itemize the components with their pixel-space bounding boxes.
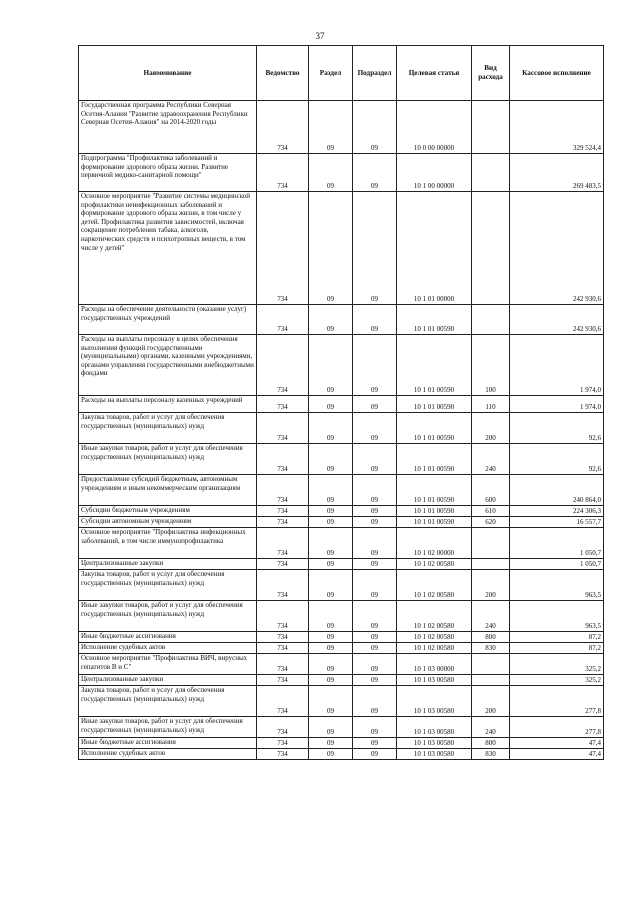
table-row: [79, 101, 604, 154]
row-subsection: 09: [353, 506, 397, 517]
row-name: Централизованные закупки: [79, 559, 257, 570]
row-cash-execution: 1 974,0: [510, 335, 604, 396]
row-target-item: 10 1 01 00000: [397, 192, 472, 305]
row-name: Иные бюджетные ассигнования: [79, 738, 257, 749]
row-name: Иные закупки товаров, работ и услуг для обеспечения государственных (муниципальных) нужд: [79, 717, 257, 738]
table-row: [79, 749, 604, 760]
table-row: [79, 517, 604, 528]
row-section: 09: [309, 506, 353, 517]
row-section: 09: [309, 654, 353, 675]
row-target-item: 10 1 02 00000: [397, 528, 472, 559]
table-row: [79, 335, 604, 396]
table-row: [79, 643, 604, 654]
row-name: Централизованные закупки: [79, 675, 257, 686]
row-expense-type: 800: [472, 738, 510, 749]
row-target-item: 10 1 02 00580: [397, 601, 472, 632]
row-target-item: 10 1 01 00590: [397, 305, 472, 335]
row-name: Предоставление субсидий бюджетным, автономным учреждениям и иным некоммерческим организациям: [79, 475, 257, 506]
row-department: 734: [257, 444, 309, 475]
table-row: [79, 675, 604, 686]
row-expense-type: 830: [472, 643, 510, 654]
row-cash-execution: 87,2: [510, 643, 604, 654]
table-row: [79, 444, 604, 475]
row-section: 09: [309, 192, 353, 305]
row-name: Подпрограмма "Профилактика заболеваний и формирование здорового образа жизни. Развитие первичной медико-санитарной помощи": [79, 154, 257, 192]
row-department: 734: [257, 475, 309, 506]
row-subsection: 09: [353, 192, 397, 305]
row-expense-type: [472, 192, 510, 305]
row-subsection: 09: [353, 686, 397, 717]
row-expense-type: 620: [472, 517, 510, 528]
row-subsection: 09: [353, 738, 397, 749]
table-row: [79, 632, 604, 643]
row-cash-execution: 47,4: [510, 738, 604, 749]
header-cash-execution: Кассовое исполнение: [510, 46, 604, 101]
row-cash-execution: 16 557,7: [510, 517, 604, 528]
row-subsection: 09: [353, 101, 397, 154]
row-subsection: 09: [353, 335, 397, 396]
row-expense-type: 830: [472, 749, 510, 760]
row-target-item: 10 1 01 00590: [397, 506, 472, 517]
table-row: [79, 654, 604, 675]
header-subsection: Подраздел: [353, 46, 397, 101]
row-section: 09: [309, 559, 353, 570]
row-cash-execution: 240 864,0: [510, 475, 604, 506]
row-department: 734: [257, 749, 309, 760]
row-target-item: 10 1 02 00580: [397, 632, 472, 643]
row-cash-execution: 269 483,5: [510, 154, 604, 192]
row-subsection: 09: [353, 517, 397, 528]
header-department: Ведомство: [257, 46, 309, 101]
row-target-item: 10 1 03 00580: [397, 717, 472, 738]
table-row: [79, 570, 604, 601]
row-target-item: 10 1 03 00580: [397, 686, 472, 717]
header-section: Раздел: [309, 46, 353, 101]
table-header-row: [79, 46, 604, 101]
row-cash-execution: 325,2: [510, 675, 604, 686]
row-department: 734: [257, 192, 309, 305]
row-target-item: 10 1 01 00590: [397, 444, 472, 475]
row-department: 734: [257, 570, 309, 601]
row-name: Субсидии бюджетным учреждениям: [79, 506, 257, 517]
row-name: Исполнение судебных актов: [79, 643, 257, 654]
row-subsection: 09: [353, 601, 397, 632]
row-cash-execution: 92,6: [510, 444, 604, 475]
row-section: 09: [309, 475, 353, 506]
row-expense-type: 100: [472, 335, 510, 396]
row-expense-type: [472, 101, 510, 154]
row-expense-type: 240: [472, 717, 510, 738]
row-target-item: 10 1 01 00590: [397, 335, 472, 396]
row-section: 09: [309, 738, 353, 749]
row-cash-execution: 1 974,0: [510, 396, 604, 413]
row-department: 734: [257, 686, 309, 717]
table-row: [79, 601, 604, 632]
row-subsection: 09: [353, 675, 397, 686]
row-expense-type: 800: [472, 632, 510, 643]
row-cash-execution: 277,8: [510, 686, 604, 717]
row-cash-execution: 325,2: [510, 654, 604, 675]
row-department: 734: [257, 506, 309, 517]
row-subsection: 09: [353, 559, 397, 570]
row-section: 09: [309, 444, 353, 475]
row-subsection: 09: [353, 305, 397, 335]
row-cash-execution: 92,6: [510, 413, 604, 444]
row-subsection: 09: [353, 749, 397, 760]
row-name: Расходы на выплаты персоналу казенных учреждений: [79, 396, 257, 413]
row-department: 734: [257, 559, 309, 570]
row-expense-type: 200: [472, 413, 510, 444]
table-row: [79, 506, 604, 517]
row-section: 09: [309, 632, 353, 643]
row-department: 734: [257, 528, 309, 559]
row-target-item: 10 1 03 00580: [397, 738, 472, 749]
row-section: 09: [309, 570, 353, 601]
row-name: Расходы на выплаты персоналу в целях обеспечения выполнения функций государственными (муниципальными) органами, казенными учреждениями, органами управления государственными внебюджетными фондами: [79, 335, 257, 396]
row-cash-execution: 87,2: [510, 632, 604, 643]
row-name: Государственная программа Республики Северная Осетия-Алания "Развитие здравоохранения Республики Северная Осетия-Алания" на 2014-2020 годы: [79, 101, 257, 154]
row-department: 734: [257, 675, 309, 686]
row-department: 734: [257, 335, 309, 396]
row-section: 09: [309, 643, 353, 654]
row-section: 09: [309, 717, 353, 738]
row-department: 734: [257, 738, 309, 749]
row-section: 09: [309, 413, 353, 444]
row-section: 09: [309, 517, 353, 528]
row-expense-type: 610: [472, 506, 510, 517]
row-section: 09: [309, 528, 353, 559]
table-body: [79, 101, 604, 760]
table-row: [79, 192, 604, 305]
row-cash-execution: 1 050,7: [510, 528, 604, 559]
row-department: 734: [257, 413, 309, 444]
row-expense-type: 600: [472, 475, 510, 506]
page-number: 37: [315, 31, 325, 41]
row-cash-execution: 242 930,6: [510, 192, 604, 305]
row-name: Закупка товаров, работ и услуг для обеспечения государственных (муниципальных) нужд: [79, 570, 257, 601]
table-row: [79, 305, 604, 335]
row-name: Основное мероприятие "Профилактика ВИЧ, вирусных гепатитов В и С": [79, 654, 257, 675]
row-department: 734: [257, 101, 309, 154]
budget-execution-table: [78, 45, 604, 760]
row-cash-execution: 224 306,3: [510, 506, 604, 517]
row-subsection: 09: [353, 632, 397, 643]
row-target-item: 10 1 00 00000: [397, 154, 472, 192]
row-cash-execution: 242 930,6: [510, 305, 604, 335]
row-cash-execution: 1 050,7: [510, 559, 604, 570]
row-department: 734: [257, 305, 309, 335]
table-row: [79, 475, 604, 506]
row-department: 734: [257, 396, 309, 413]
row-expense-type: [472, 154, 510, 192]
row-department: 734: [257, 517, 309, 528]
table-row: [79, 738, 604, 749]
row-subsection: 09: [353, 413, 397, 444]
row-section: 09: [309, 101, 353, 154]
row-cash-execution: 963,5: [510, 601, 604, 632]
row-target-item: 10 1 01 00590: [397, 396, 472, 413]
row-subsection: 09: [353, 654, 397, 675]
row-target-item: 10 1 02 00580: [397, 559, 472, 570]
header-name: Наименование: [79, 46, 257, 101]
row-target-item: 10 1 03 00000: [397, 654, 472, 675]
row-subsection: 09: [353, 717, 397, 738]
row-target-item: 10 0 00 00000: [397, 101, 472, 154]
table-row: [79, 559, 604, 570]
row-subsection: 09: [353, 528, 397, 559]
row-section: 09: [309, 396, 353, 413]
row-expense-type: 110: [472, 396, 510, 413]
row-expense-type: [472, 654, 510, 675]
row-expense-type: [472, 305, 510, 335]
row-department: 734: [257, 154, 309, 192]
row-department: 734: [257, 717, 309, 738]
table-row: [79, 528, 604, 559]
row-name: Основное мероприятие "Профилактика инфекционных заболеваний, в том числе иммунопрофилактика: [79, 528, 257, 559]
row-cash-execution: 277,8: [510, 717, 604, 738]
row-name: Расходы на обеспечение деятельности (оказание услуг) государственных учреждений: [79, 305, 257, 335]
row-department: 734: [257, 643, 309, 654]
row-expense-type: [472, 675, 510, 686]
table-row: [79, 154, 604, 192]
row-department: 734: [257, 632, 309, 643]
row-cash-execution: 963,5: [510, 570, 604, 601]
row-name: Закупка товаров, работ и услуг для обеспечения государственных (муниципальных) нужд: [79, 686, 257, 717]
row-subsection: 09: [353, 643, 397, 654]
row-name: Иные закупки товаров, работ и услуг для обеспечения государственных (муниципальных) нужд: [79, 444, 257, 475]
row-expense-type: [472, 559, 510, 570]
table-row: [79, 717, 604, 738]
row-name: Основное мероприятие "Развитие системы медицинской профилактики неинфекционных заболеваний и формирование здорового образа жизни, в том числе у детей. Профилактика развития зависимостей, включая сокращение потребления табака, алкоголя, наркотических средств и психотропных веществ, в том числе у детей": [79, 192, 257, 305]
row-target-item: 10 1 01 00590: [397, 475, 472, 506]
row-target-item: 10 1 02 00580: [397, 570, 472, 601]
row-section: 09: [309, 335, 353, 396]
table-row: [79, 413, 604, 444]
row-expense-type: [472, 528, 510, 559]
row-name: Субсидии автономным учреждениям: [79, 517, 257, 528]
row-target-item: 10 1 01 00590: [397, 413, 472, 444]
row-name: Иные бюджетные ассигнования: [79, 632, 257, 643]
row-target-item: 10 1 03 00580: [397, 749, 472, 760]
row-cash-execution: 47,4: [510, 749, 604, 760]
row-section: 09: [309, 749, 353, 760]
row-subsection: 09: [353, 154, 397, 192]
row-subsection: 09: [353, 396, 397, 413]
row-expense-type: 200: [472, 686, 510, 717]
row-name: Закупка товаров, работ и услуг для обеспечения государственных (муниципальных) нужд: [79, 413, 257, 444]
row-target-item: 10 1 02 00580: [397, 643, 472, 654]
row-target-item: 10 1 01 00590: [397, 517, 472, 528]
table-row: [79, 396, 604, 413]
table-row: [79, 686, 604, 717]
header-target-item: Целевая статья: [397, 46, 472, 101]
row-cash-execution: 329 524,4: [510, 101, 604, 154]
row-expense-type: 240: [472, 601, 510, 632]
row-section: 09: [309, 675, 353, 686]
row-name: Исполнение судебных актов: [79, 749, 257, 760]
row-expense-type: 240: [472, 444, 510, 475]
row-section: 09: [309, 601, 353, 632]
row-section: 09: [309, 154, 353, 192]
row-department: 734: [257, 654, 309, 675]
row-expense-type: 200: [472, 570, 510, 601]
header-expense-type: Вид расхода: [472, 46, 510, 101]
row-section: 09: [309, 305, 353, 335]
row-name: Иные закупки товаров, работ и услуг для обеспечения государственных (муниципальных) нужд: [79, 601, 257, 632]
row-subsection: 09: [353, 475, 397, 506]
row-subsection: 09: [353, 444, 397, 475]
row-subsection: 09: [353, 570, 397, 601]
row-department: 734: [257, 601, 309, 632]
row-target-item: 10 1 03 00580: [397, 675, 472, 686]
row-section: 09: [309, 686, 353, 717]
